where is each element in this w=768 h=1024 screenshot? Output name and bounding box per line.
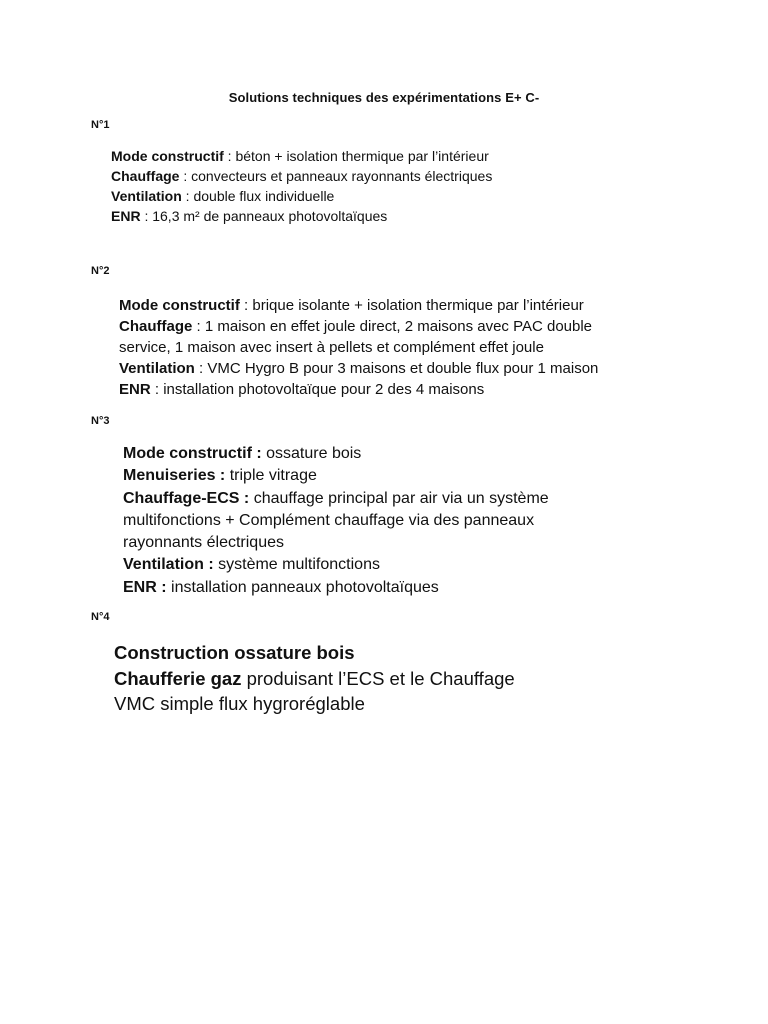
line-label: Menuiseries :: [123, 467, 226, 485]
line-separator: :: [223, 148, 236, 164]
line-label: Ventilation: [119, 360, 195, 377]
section-line: [111, 186, 492, 206]
line-text: chauffage principal par air via un système: [253, 489, 549, 507]
line-text: installation panneaux photovoltaïques: [171, 578, 439, 596]
line-separator: :: [239, 297, 253, 314]
line-label: Mode constructif: [119, 297, 240, 314]
section-line: [114, 666, 515, 692]
section-line: [119, 358, 598, 379]
line-label: ENR: [119, 381, 151, 398]
line-label: Chaufferie gaz: [114, 667, 242, 689]
section-line: [123, 577, 549, 599]
section-line: [119, 316, 598, 337]
line-text: VMC simple flux hygroréglable: [114, 693, 365, 714]
line-text: produisant l’ECS et le Chauffage: [246, 667, 515, 689]
line-text: service, 1 maison avec insert à pellets et complément effet joule: [119, 339, 544, 356]
line-text: triple vitrage: [229, 467, 317, 485]
section-line: [123, 532, 549, 554]
section-2-body: [119, 295, 598, 400]
line-text: rayonnants électriques: [123, 534, 284, 552]
line-text: multifonctions + Complément chauffage via des panneaux: [123, 511, 535, 529]
line-label: Construction ossature bois: [114, 642, 355, 663]
line-label: ENR :: [123, 578, 167, 596]
line-text: VMC Hygro B pour 3 maisons et double flux pour 1 maison: [207, 360, 599, 377]
line-text: 1 maison en effet joule direct, 2 maisons avec PAC double: [204, 318, 593, 335]
line-text: convecteurs et panneaux rayonnants électriques: [191, 168, 493, 184]
line-text: système multifonctions: [218, 556, 380, 574]
section-line: [114, 640, 515, 666]
line-separator: :: [140, 208, 153, 224]
line-separator: :: [150, 381, 164, 398]
section-line: [119, 337, 598, 358]
line-label: Ventilation: [111, 188, 182, 204]
section-line: [123, 510, 549, 532]
line-text: ossature bois: [266, 445, 362, 462]
line-label: ENR: [111, 208, 141, 224]
line-label: Mode constructif: [111, 148, 224, 164]
page-title: Solutions techniques des expérimentations E+ C-: [228, 90, 540, 105]
line-label: Mode constructif :: [123, 445, 262, 462]
section-line: [123, 465, 549, 487]
section-line: [111, 166, 492, 186]
section-line: [119, 295, 598, 316]
line-label: Chauffage-ECS :: [123, 489, 250, 507]
section-number: N°3: [91, 415, 110, 427]
section-line: [114, 691, 515, 717]
line-text: installation photovoltaïque pour 2 des 4 maisons: [163, 381, 485, 398]
line-text: brique isolante + isolation thermique par l’intérieur: [252, 297, 584, 314]
line-separator: :: [192, 318, 205, 335]
section-1-body: [111, 146, 492, 226]
line-separator: :: [181, 188, 194, 204]
line-text: béton + isolation thermique par l’intérieur: [235, 148, 489, 164]
section-number: N°2: [91, 265, 110, 277]
section-3-body: [123, 443, 549, 599]
section-number: N°1: [91, 119, 110, 131]
line-text: 16,3 m² de panneaux photovoltaïques: [152, 208, 388, 224]
section-line: [111, 206, 492, 226]
line-separator: :: [179, 168, 192, 184]
line-label: Chauffage: [111, 168, 180, 184]
line-label: Ventilation :: [123, 556, 214, 574]
section-4-body: [114, 640, 515, 717]
section-line: [123, 488, 549, 510]
section-line: [111, 146, 492, 166]
line-separator: :: [194, 360, 208, 377]
section-line: [123, 443, 549, 465]
section-line: [119, 379, 598, 400]
section-number: N°4: [91, 611, 110, 623]
section-line: [123, 554, 549, 576]
line-label: Chauffage: [119, 318, 193, 335]
line-text: double flux individuelle: [193, 188, 335, 204]
